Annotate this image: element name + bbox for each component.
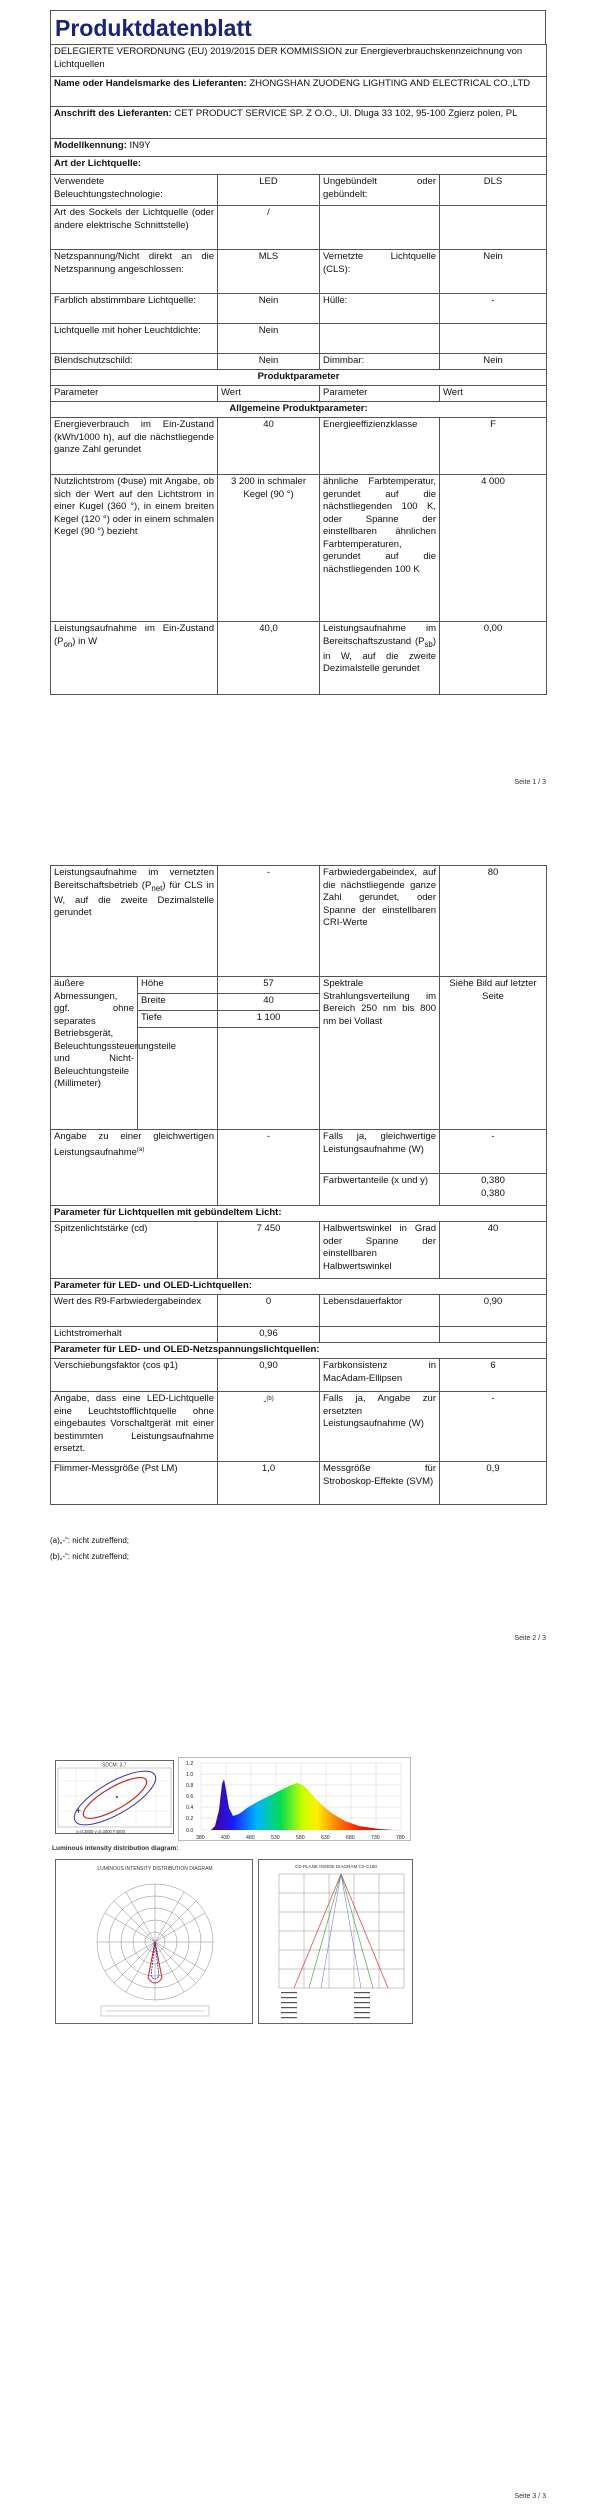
pf-value: 0,90 [218, 1359, 320, 1392]
cri-label: Farbwiedergabeindex, auf die nächstliegende ganze Zahl gerundet, oder Spanne der einstellbaren CRI-Werte [320, 866, 440, 977]
equiv-power-value: - [440, 1130, 547, 1174]
ellipse-caption: x=0.3800 y=0.3800 F4000 [76, 1829, 125, 1834]
luminous-caption: Luminous intensity distribution diagram: [52, 1845, 179, 1852]
tech-label: Verwendete Beleuchtungstechnologie: [51, 175, 218, 206]
height-value: 57 [218, 977, 320, 994]
ellipse-title: SDCM: 3.7 [102, 1762, 127, 1769]
equiv-power-label: Falls ja, gleichwertige Leistungsaufnahme (W) [320, 1130, 440, 1174]
flicker-label: Flimmer-Messgröße (Pst LM) [51, 1462, 218, 1505]
class-value: F [440, 418, 547, 475]
model-label: Modellkennung: [54, 140, 127, 151]
supplier-address-label: Anschrift des Lieferanten: [54, 108, 172, 119]
regulation-text: DELEGIERTE VERORDNUNG (EU) 2019/2015 DER KOMMISSION zur Energieverbrauchskennzeichnung von Lichtquellen [51, 45, 547, 77]
equiv-label: Angabe zu einer gleichwertigen Leistungsaufnahme$^{(a)}$ [51, 1130, 218, 1206]
cap-value: / [218, 206, 320, 250]
page-2 [0, 820, 591, 1665]
led-header: Parameter für LED- und OLED-Lichtquellen: [51, 1279, 547, 1295]
cct-value: 4 000 [440, 475, 547, 622]
spd-x-tick: 680 [346, 1835, 355, 1841]
spd-y-tick: 0.8 [186, 1783, 194, 1789]
psb-value: 0,00 [440, 622, 547, 695]
general-params-header: Allgemeine Produktparameter: [51, 402, 547, 418]
dir-header: Parameter für Lichtquellen mit gebündeltem Licht: [51, 1206, 547, 1222]
cct-label: ähnliche Farbtemperatur, gerundet auf die nächstliegenden 100 K, oder Spanne der einstellbaren ähnlichen Farbtemperaturen, gerundet auf die nächstliegenden 100 K [320, 475, 440, 622]
light-source-header: Art der Lichtquelle: [51, 157, 547, 175]
colour-value: Nein [218, 294, 320, 324]
high-lum-value: Nein [218, 324, 320, 354]
col-param-1: Parameter [51, 386, 218, 402]
datasheet-table-2 [50, 865, 547, 1505]
pf-label: Verschiebungsfaktor (cos φ1) [51, 1359, 218, 1392]
chroma-label: Farbwertanteile (x und y) [320, 1174, 440, 1206]
replace-power-value: - [440, 1392, 547, 1462]
spd-x-tick: 580 [296, 1835, 305, 1841]
spd-y-tick: 1.2 [186, 1761, 194, 1767]
equiv-value: - [218, 1130, 320, 1206]
spd-y-tick: 0.2 [186, 1816, 194, 1822]
pnet-value: - [218, 866, 320, 977]
peak-value: 7 450 [218, 1222, 320, 1279]
col-param-2: Parameter [320, 386, 440, 402]
flicker-value: 1,0 [218, 1462, 320, 1505]
polar-intensity-graphic [56, 1860, 254, 2025]
width-value: 40 [218, 994, 320, 1011]
datasheet-table-1 [50, 44, 547, 695]
polar-title: LUMINOUS INTENSITY DISTRIBUTION DIAGRAM [97, 1866, 213, 1872]
width-label: Breite [138, 994, 218, 1011]
spd-x-tick: 380 [196, 1835, 205, 1841]
maint-label: Lichtstromerhalt [51, 1327, 218, 1343]
replace-value: -$^{(b)}$ [218, 1392, 320, 1462]
model-id: IN9Y [129, 140, 151, 151]
mains-value: MLS [218, 250, 320, 294]
spd-x-tick: 480 [246, 1835, 255, 1841]
spd-value: Siehe Bild auf letzter Seite [440, 977, 547, 1130]
params-header: Produktparameter [51, 370, 547, 386]
spd-y-tick: 0.6 [186, 1794, 194, 1800]
height-label: Höhe [138, 977, 218, 994]
page-3 [0, 1700, 591, 2510]
footnote-b: (b)„-“: nicht zutreffend; [50, 1552, 129, 1561]
beam-value: 40 [440, 1222, 547, 1279]
page-footer-3: Seite 3 / 3 [514, 2493, 546, 2500]
page-title: Produktdatenblatt [50, 10, 546, 44]
supplier-name: ZHONGSHAN ZUODENG LIGHTING AND ELECTRICAL CO.,LTD [249, 78, 531, 89]
page-1 [0, 0, 591, 795]
model-row [51, 139, 547, 157]
replace-label: Angabe, dass eine LED-Lichtquelle eine Leuchtstofflichtquelle ohne eingebautes Vorschaltgerät mit einer bestimmten Leistungsaufnahme ersetzt. [51, 1392, 218, 1462]
consistency-label: Farbkonsistenz in MacAdam-Ellipsen [320, 1359, 440, 1392]
col-value-1: Wert [218, 386, 320, 402]
spd-y-tick: 1.0 [186, 1772, 194, 1778]
polar-intensity-figure [55, 1859, 253, 2024]
pon-label: Leistungsaufnahme im Ein-Zustand $(P_{on})$ in W [51, 622, 218, 695]
cone-title: CD PLANE INSIDE DIAGRAM C0-C180 [295, 1864, 377, 1869]
colour-label: Farblich abstimmbare Lichtquelle: [51, 294, 218, 324]
svg-text:+: + [76, 1806, 82, 1816]
spd-x-tick: 630 [321, 1835, 330, 1841]
strobo-value: 0,9 [440, 1462, 547, 1505]
survival-label: Lebensdauerfaktor [320, 1295, 440, 1327]
footnote-a: (a)„-“: nicht zutreffend; [50, 1536, 129, 1545]
spectral-distribution-graphic [179, 1758, 412, 1842]
maint-value: 0,96 [218, 1327, 320, 1343]
glare-label: Blendschutzschild: [51, 354, 218, 370]
envelope-label: Hülle: [320, 294, 440, 324]
flux-label: Nutzlichtstrom (Φuse) mit Angabe, ob sich der Wert auf den Lichtstrom in einer Kugel (360 °), in einem breiten Kegel (120 °) oder in einem schmalen Kegel (90 °) bezieht [51, 475, 218, 622]
pnet-label: Leistungsaufnahme im vernetzten Bereitschaftsbetrieb $(P_{net})$ für CLS in W, auf die zweite Dezimalstelle gerundet [51, 866, 218, 977]
spd-x-tick: 430 [221, 1835, 230, 1841]
spd-y-tick: 0.0 [186, 1828, 194, 1834]
cap-label: Art des Sockels der Lichtquelle (oder andere elektrische Schnittstelle) [51, 206, 218, 250]
strobo-label: Messgröße für Stroboskop-Effekte (SVM) [320, 1462, 440, 1505]
depth-label: Tiefe [138, 1011, 218, 1028]
peak-label: Spitzenlichtstärke (cd) [51, 1222, 218, 1279]
connected-value: Nein [440, 250, 547, 294]
flux-value: 3 200 in schmaler Kegel (90 °) [218, 475, 320, 622]
supplier-address: CET PRODUCT SERVICE SP. Z O.O., Ul. Dluga 33 102, 95-100 Zgierz polen, PL [174, 108, 518, 119]
mains-label: Netzspannung/Nicht direkt an die Netzspannung angeschlossen: [51, 250, 218, 294]
spd-x-tick: 530 [271, 1835, 280, 1841]
cone-diagram-figure [258, 1859, 413, 2024]
macadam-ellipse-graphic [56, 1761, 175, 1835]
r9-value: 0 [218, 1295, 320, 1327]
spd-x-tick: 780 [396, 1835, 405, 1841]
dimmable-label: Dimmbar: [320, 354, 440, 370]
tech-value: LED [218, 175, 320, 206]
beam-label: Halbwertswinkel in Grad oder Spanne der einstellbaren Halbwertswinkel [320, 1222, 440, 1279]
spd-label: Spektrale Strahlungsverteilung im Bereich 250 nm bis 800 nm bei Vollast [320, 977, 440, 1130]
envelope-value: - [440, 294, 547, 324]
page-footer-1: Seite 1 / 3 [514, 779, 546, 786]
cri-value: 80 [440, 866, 547, 977]
replace-power-label: Falls ja, Angabe zur ersetzten Leistungsaufnahme (W) [320, 1392, 440, 1462]
dimmable-value: Nein [440, 354, 547, 370]
pon-value: 40,0 [218, 622, 320, 695]
connected-label: Vernetzte Lichtquelle (CLS): [320, 250, 440, 294]
spd-y-tick: 0.4 [186, 1805, 194, 1811]
cone-diagram-graphic [259, 1860, 414, 2025]
psb-label: Leistungsaufnahme im Bereitschaftszustand $(P_{sb})$ in W, auf die zweite Dezimalstelle gerundet [320, 622, 440, 695]
spd-x-tick: 730 [371, 1835, 380, 1841]
supplier-address-row [51, 107, 547, 139]
page-footer-2: Seite 2 / 3 [514, 1635, 546, 1642]
supplier-name-label: Name oder Handelsmarke des Lieferanten: [54, 78, 247, 89]
class-label: Energieeffizienzklasse [320, 418, 440, 475]
dims-label: äußere Abmessungen, ggf. ohne separates Betriebsgerät, Beleuchtungssteuerungsteile und Nicht-Beleuchtungsteile (Millimeter) [51, 977, 138, 1130]
col-value-2: Wert [440, 386, 547, 402]
survival-value: 0,90 [440, 1295, 547, 1327]
supplier-name-row [51, 77, 547, 107]
macadam-ellipse-figure [55, 1760, 174, 1834]
non-directional-value: DLS [440, 175, 547, 206]
energy-value: 40 [218, 418, 320, 475]
mains-header: Parameter für LED- und OLED-Netzspannungslichtquellen: [51, 1343, 547, 1359]
non-directional-label: Ungebündelt oder gebündelt: [320, 175, 440, 206]
energy-label: Energieverbrauch im Ein-Zustand (kWh/1000 h), auf die nächstliegende ganze Zahl gerundet [51, 418, 218, 475]
r9-label: Wert des R9-Farbwiedergabeindex [51, 1295, 218, 1327]
depth-value: 1 100 [218, 1011, 320, 1028]
glare-value: Nein [218, 354, 320, 370]
chroma-value: 0,380 0,380 [440, 1174, 547, 1206]
consistency-value: 6 [440, 1359, 547, 1392]
high-lum-label: Lichtquelle mit hoher Leuchtdichte: [51, 324, 218, 354]
spectral-distribution-figure [178, 1757, 411, 1841]
